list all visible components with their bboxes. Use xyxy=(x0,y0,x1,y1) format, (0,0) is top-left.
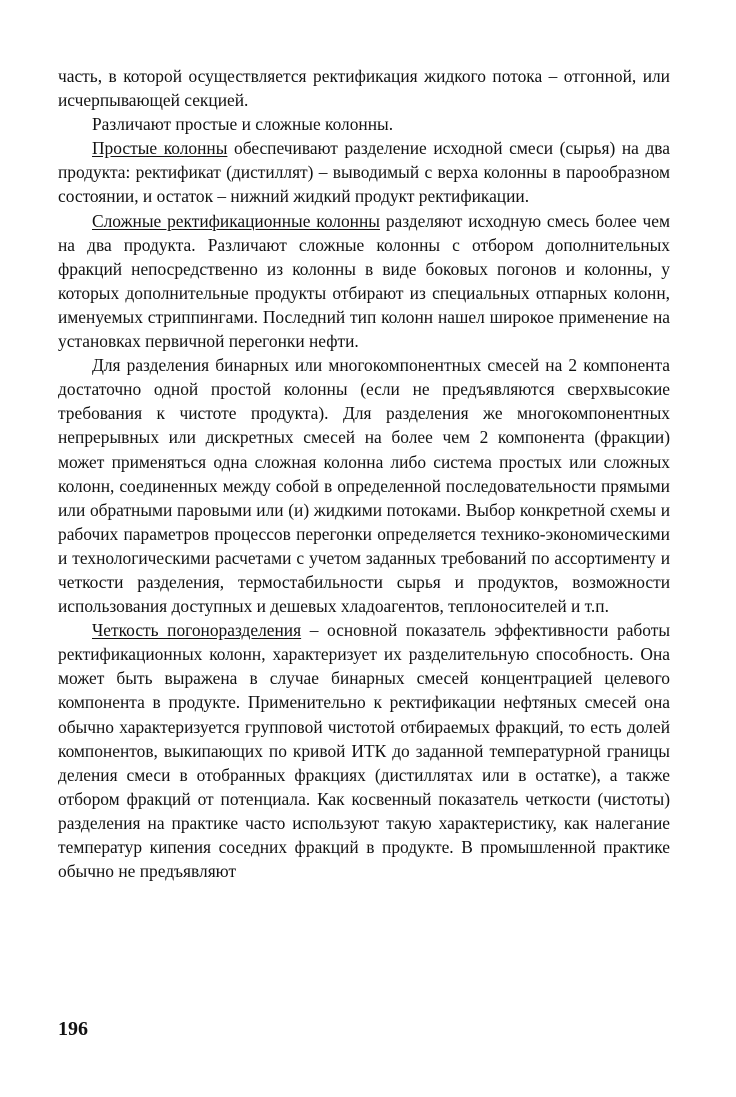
underlined-term: Сложные ректификационные колонны xyxy=(92,210,380,231)
paragraph xyxy=(58,112,670,136)
paragraph-text: Для разделения бинарных или многокомпонентных смесей на 2 компонента достаточно одной простой колонны (если не предъявляются сверхвысокие требования к чистоте продукта). Для разделения же многокомпонентных непрерывных или дискретных смесей на более чем 2 компонента (фракции) может применяться одна сложная колонна либо система простых или сложных колонн, соединенных между собой в определенной последовательности прямыми или обратными паровыми или (и) жидкими потоками. Выбор конкретной схемы и рабочих параметров процессов перегонки определяется технико-экономическими и технологическими расчетами с учетом заданных требований по ассортименту и четкости разделения, термостабильности сырья и продуктов, возможности использования доступных и дешевых хладоагентов, теплоносителей и т.п. xyxy=(58,355,670,617)
paragraph xyxy=(58,136,670,208)
paragraph xyxy=(58,209,670,354)
paragraph-text: – основной показатель эффективности работы ректификационных колонн, характеризует их разделительную способность. Она может быть выражена в случае бинарных смесей концентрацией целевого компонента в продукте. Применительно к ректификации нефтяных смесей она обычно характеризуется групповой чистотой отбираемых фракций, то есть долей компонентов, выкипающих по кривой ИТК до заданной температурной границы деления смеси в отобранных фракциях (дистиллятах или в остатке), а также отбором фракций от потенциала. Как косвенный показатель четкости (чистоты) разделения на практике часто используют такую характеристику, как налегание температур кипения соседних фракций в продукте. В промышленной практике обычно не предъявляют xyxy=(58,620,671,882)
underlined-term: Простые колонны xyxy=(92,138,228,159)
underlined-term: Четкость погоноразделения xyxy=(92,620,302,641)
paragraph-text: разделяют исходную смесь более чем на два продукта. Различают сложные колонны с отбором дополнительных фракций непосредственно из колонны в виде боковых погонов и колонны, у которых дополнительные продукты отбирают из специальных отпарных колонн, именуемых стриппингами. Последний тип колонн нашел широкое применение на установках первичной перегонки нефти. xyxy=(58,210,671,352)
paragraph-text: часть, в которой осуществляется ректификация жидкого потока – отгонной, или исчерпывающей секцией. xyxy=(58,66,670,111)
paragraph-text: Различают простые и сложные колонны. xyxy=(92,114,394,135)
body-text xyxy=(58,64,670,883)
paragraph-text: обеспечивают разделение исходной смеси (сырья) на два продукта: ректификат (дистиллят) – выводимый с верха колонны в парообразном состоянии, и остаток – нижний жидкий продукт ректификации. xyxy=(58,138,671,207)
paragraph xyxy=(58,353,670,618)
page-number: 196 xyxy=(58,1018,88,1040)
paragraph xyxy=(58,64,670,112)
paragraph xyxy=(58,618,670,883)
